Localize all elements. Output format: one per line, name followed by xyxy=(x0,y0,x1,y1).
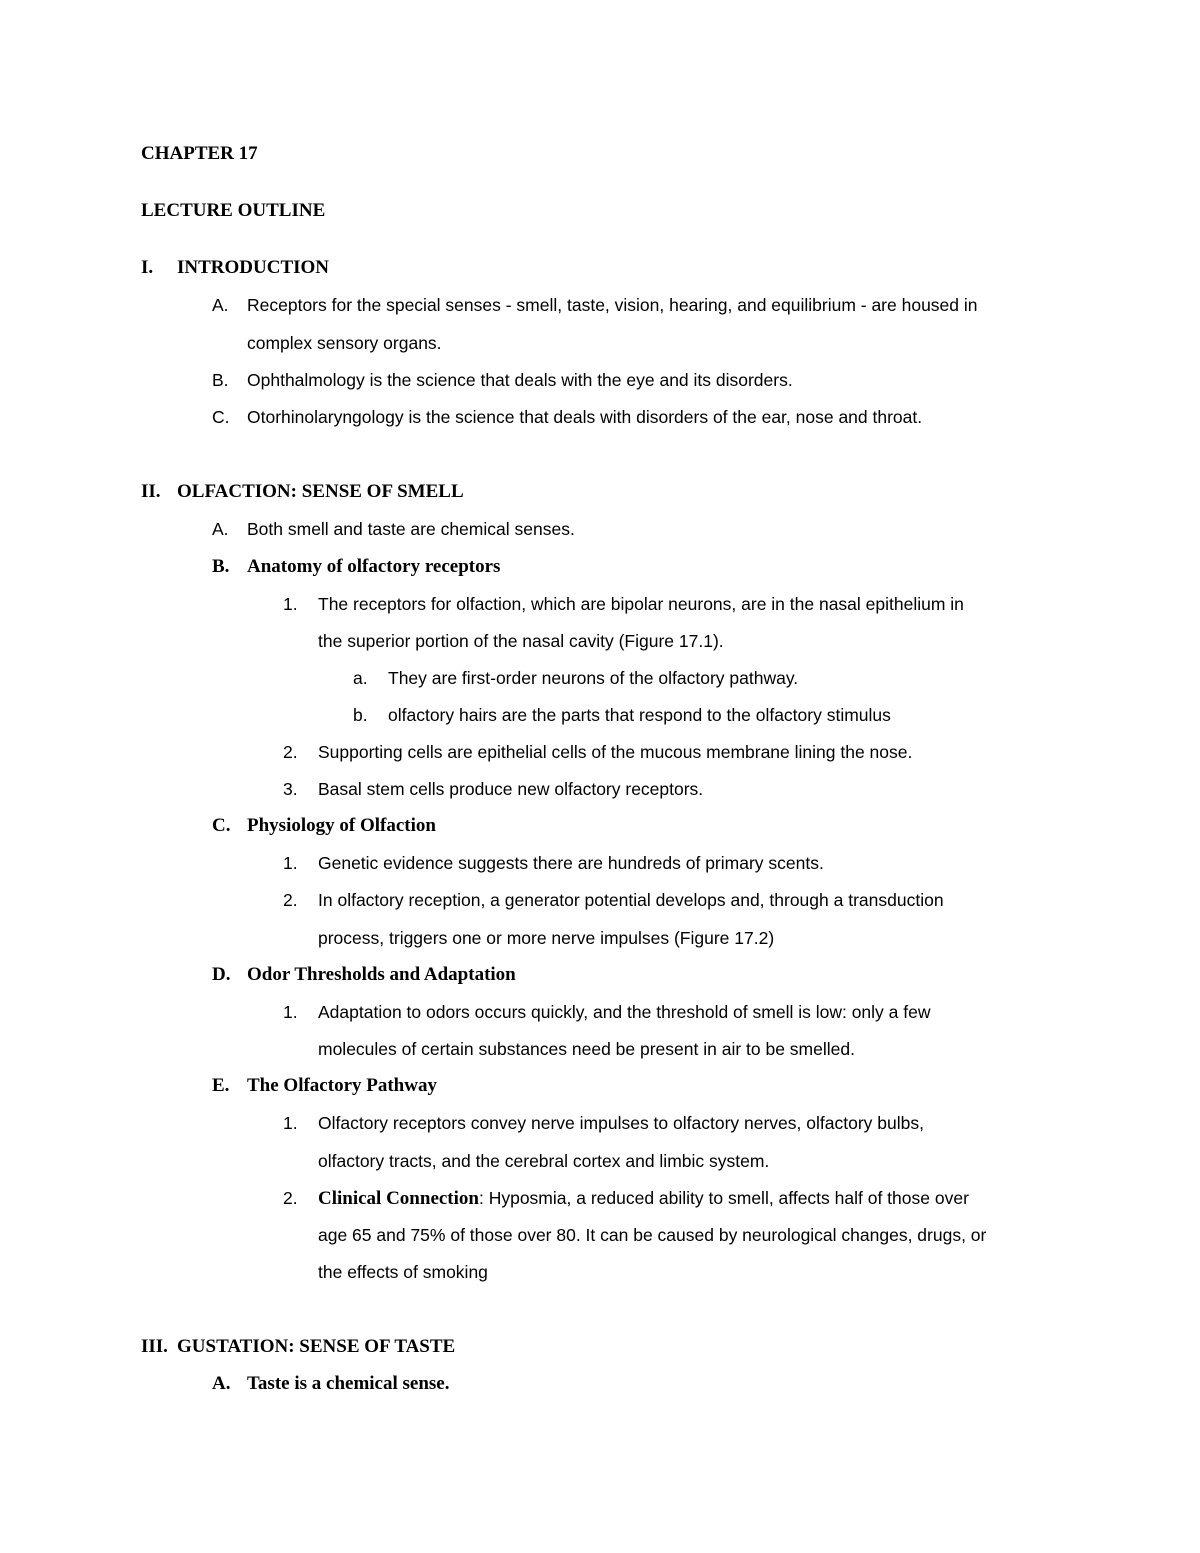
subitem-marker: 1. xyxy=(283,594,298,614)
clinical-connection-rest: : Hyposmia, a reduced ability to smell, affects half of those over xyxy=(478,1188,969,1208)
subitem-text: age 65 and 75% of those over 80. It can be caused by neurological changes, drugs, or xyxy=(318,1225,987,1245)
clinical-connection-lead: Clinical Connection xyxy=(318,1188,479,1209)
outline-title: LECTURE OUTLINE xyxy=(141,200,326,221)
subitem-marker: 1. xyxy=(283,1113,298,1133)
chapter-title: CHAPTER 17 xyxy=(141,143,258,164)
section-title: GUSTATION: SENSE OF TASTE xyxy=(177,1336,456,1357)
item-heading: The Olfactory Pathway xyxy=(247,1075,437,1096)
subitem-text: the superior portion of the nasal cavity (Figure 17.1). xyxy=(318,631,724,651)
item-heading: Physiology of Olfaction xyxy=(247,815,436,836)
section-numeral: III. xyxy=(141,1336,168,1357)
subitem-marker: 2. xyxy=(283,890,298,910)
subitem-marker: 2. xyxy=(283,742,298,762)
subsub-marker: a. xyxy=(353,668,368,688)
subsub-text: They are first-order neurons of the olfactory pathway. xyxy=(388,668,799,688)
subitem-text: olfactory tracts, and the cerebral cortex and limbic system. xyxy=(318,1151,770,1171)
item-heading: Taste is a chemical sense. xyxy=(247,1373,450,1394)
subitem-marker: 3. xyxy=(283,779,298,799)
subitem-text: Supporting cells are epithelial cells of the mucous membrane lining the nose. xyxy=(318,742,913,762)
subitem-text: The receptors for olfaction, which are bipolar neurons, are in the nasal epithelium in xyxy=(318,594,964,614)
clinical-connection-line xyxy=(318,1186,969,1211)
subsub-marker: b. xyxy=(353,705,368,725)
subitem-marker: 2. xyxy=(283,1188,298,1208)
item-marker: A. xyxy=(212,519,229,539)
subitem-marker: 1. xyxy=(283,1002,298,1022)
item-marker: D. xyxy=(212,964,231,985)
item-marker: A. xyxy=(212,1373,231,1394)
section-numeral: I. xyxy=(141,257,154,278)
subitem-text: process, triggers one or more nerve impulses (Figure 17.2) xyxy=(318,928,775,948)
subitem-text: In olfactory reception, a generator potential develops and, through a transduction xyxy=(318,890,944,910)
section-title: OLFACTION: SENSE OF SMELL xyxy=(177,481,464,502)
section-numeral: II. xyxy=(141,481,161,502)
item-marker: A. xyxy=(212,295,229,315)
item-text: Ophthalmology is the science that deals with the eye and its disorders. xyxy=(247,370,793,390)
item-text: complex sensory organs. xyxy=(247,333,442,353)
subitem-marker: 1. xyxy=(283,853,298,873)
item-marker: B. xyxy=(212,370,229,390)
item-marker: E. xyxy=(212,1075,230,1096)
subitem-text: molecules of certain substances need be present in air to be smelled. xyxy=(318,1039,855,1059)
item-text: Otorhinolaryngology is the science that deals with disorders of the ear, nose and throat. xyxy=(247,407,923,427)
subitem-text: the effects of smoking xyxy=(318,1262,488,1282)
item-heading: Odor Thresholds and Adaptation xyxy=(247,964,516,985)
item-text: Receptors for the special senses - smell, taste, vision, hearing, and equilibrium - are housed in xyxy=(247,295,978,315)
item-heading: Anatomy of olfactory receptors xyxy=(247,556,501,577)
subitem-text: Olfactory receptors convey nerve impulses to olfactory nerves, olfactory bulbs, xyxy=(318,1113,924,1133)
subitem-text: Adaptation to odors occurs quickly, and the threshold of smell is low: only a few xyxy=(318,1002,931,1022)
subitem-text: Basal stem cells produce new olfactory receptors. xyxy=(318,779,704,799)
item-marker: C. xyxy=(212,815,231,836)
subsub-text: olfactory hairs are the parts that respond to the olfactory stimulus xyxy=(388,705,891,725)
section-title: INTRODUCTION xyxy=(177,257,330,278)
item-text: Both smell and taste are chemical senses. xyxy=(247,519,575,539)
item-marker: C. xyxy=(212,407,230,427)
item-marker: B. xyxy=(212,556,230,577)
subitem-text: Genetic evidence suggests there are hundreds of primary scents. xyxy=(318,853,824,873)
